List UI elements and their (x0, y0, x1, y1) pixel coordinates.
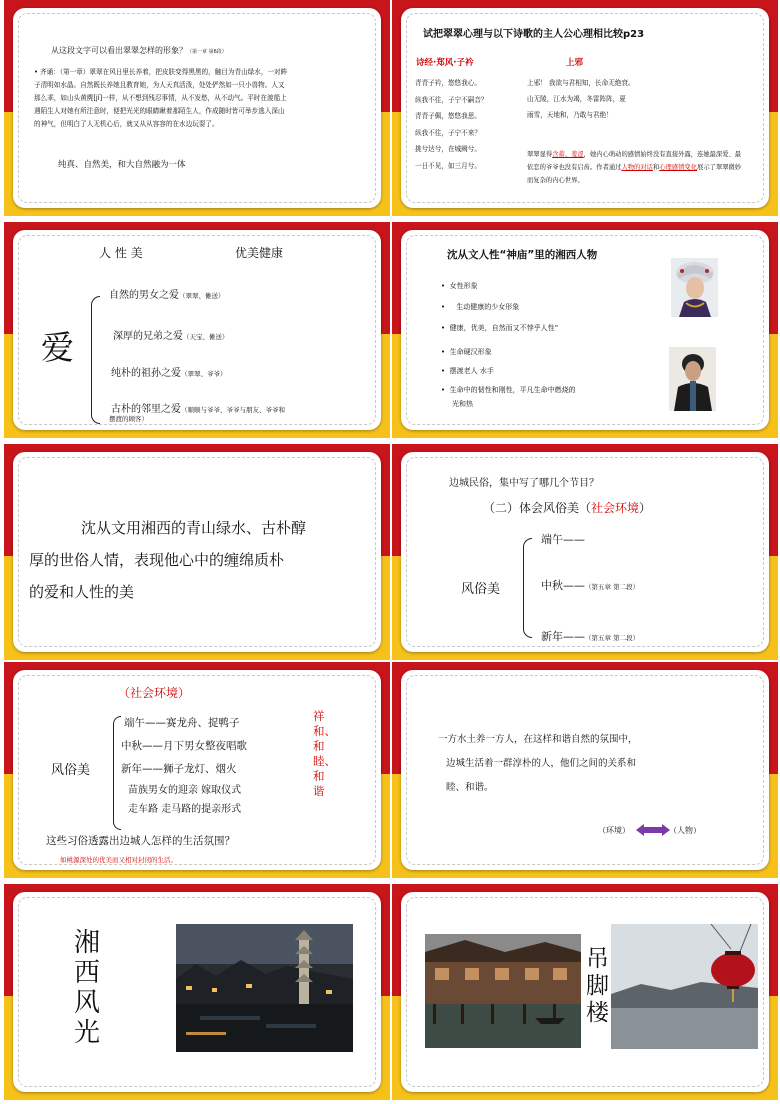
poem-line: 挑兮达兮，在城阙兮。 (415, 145, 481, 153)
analysis-part: 翠翠显得 (527, 151, 553, 158)
love-item-main: 自然的男女之爱 (109, 290, 179, 301)
custom-item: 苗族男女的迎亲 嫁取仪式 (128, 785, 242, 796)
quote-line: • 齐诵：（第一章）翠翠在风日里长养着，把皮肤变得黑黑的，触目为青山绿水，一对眸 (34, 68, 288, 76)
stilt-house-photo (425, 934, 581, 1048)
love-item-main: 纯朴的祖孙之爱 (111, 368, 181, 379)
heading-youmeijiankang: 优美健康 (235, 246, 284, 260)
female-group (441, 276, 558, 339)
custom-item: 新年——狮子龙灯、烟火 (121, 763, 237, 775)
analysis-part: ，她内心萌动的感情始终没有直接外露，连她最深爱、最依恋的爷爷也没有启齿。作者通过 (527, 151, 742, 171)
festival-name: 中秋—— (541, 579, 585, 592)
festival-item (541, 531, 585, 547)
conclusion-line: 睦、和谐。 (446, 782, 494, 793)
slide-title: 试把翠翠心理与以下诗歌的主人公心理相比较p23 (423, 29, 645, 40)
love-item-main: 深厚的兄弟之爱 (113, 331, 183, 342)
bullet-item: • 女性形象 (441, 282, 478, 290)
heading-part: （二）体会风俗美（ (483, 501, 592, 515)
slide-title: 沈从文人性“神庙”里的湘西人物 (447, 249, 598, 261)
slide-7[interactable] (4, 662, 390, 878)
answer-text: 如桃源深处的优美而又相对封闭的生活。 (60, 856, 177, 864)
double-arrow-icon (636, 824, 670, 836)
analysis-highlight: 含蓄、羞涩 (552, 151, 584, 158)
summary-line: 厚的世俗人情，表现他心中的缠绵质朴 (29, 551, 285, 569)
slide-card (401, 670, 769, 870)
bullet-text: 摆渡老人 水手 (449, 367, 494, 375)
poem1-title: 诗经·郑风·子衿 (416, 58, 474, 68)
love-item-main: 古朴的邻里之爱 (111, 404, 181, 415)
slide-6[interactable] (392, 444, 778, 660)
custom-list (121, 712, 247, 819)
fengsumei-label: 风俗美 (51, 763, 91, 778)
conclusion-paragraph (438, 728, 638, 800)
bullet-item: • 生命中的韧性和刚性，平凡生命中燃烧的 (441, 386, 576, 394)
slide-4[interactable] (392, 222, 778, 438)
slide-card (401, 452, 769, 652)
festival-item (541, 628, 639, 644)
curly-brace (91, 296, 100, 424)
section-heading: （社会环境） (118, 686, 191, 700)
conclusion-line: 一方水土养一方人，在这样和谐自然的氛围中， (438, 734, 638, 745)
curly-brace (523, 538, 532, 638)
conclusion-line: 边城生活着一群淳朴的人，他们之间的关系和 (446, 758, 637, 769)
festival-name: 端午—— (541, 533, 585, 546)
love-item-note-cont: 摆渡的顾客） (109, 415, 148, 423)
question-ref: （第一章 第6段） (187, 49, 227, 55)
slide-9[interactable] (4, 884, 390, 1100)
quote-line: 子清明如水晶。自然既长养她且教育她，为人天真活泼，处处俨然如一只小兽物。人又 (34, 81, 285, 89)
love-item-note: （顺顺与爷爷、爷爷与朋友、爷爷和 (181, 406, 285, 414)
heading-highlight: 社会环境 (591, 501, 640, 515)
section-heading (483, 499, 651, 516)
slide-card (401, 892, 769, 1092)
slide-2[interactable] (392, 0, 778, 216)
slide-10[interactable] (392, 884, 778, 1100)
love-item-note: （翠翠、傩送） (179, 292, 225, 300)
question-text: 这些习俗透露出边城人怎样的生活氛围？ (46, 835, 235, 847)
male-group (441, 343, 576, 414)
summary-line: 的爱和人性的美 (29, 583, 135, 601)
analysis-highlight: 人物的对话 (621, 164, 653, 171)
slide-card (401, 8, 769, 208)
answer-text: 纯真、自然美，和大自然融为一体 (58, 160, 186, 170)
poem1-body (415, 75, 488, 174)
miao-man-photo (669, 347, 716, 411)
slide-card (13, 892, 381, 1092)
slide-8[interactable] (392, 662, 778, 878)
poem2-title: 上邪 (566, 58, 584, 68)
bullet-text-cont: 光和热 (452, 400, 473, 408)
slide-card (13, 452, 381, 652)
quote-line: 遇陌生人对她有所注意时，便把光光的眼睛瞅着那陌生人，作成随时皆可举步逃入深山 (34, 107, 285, 115)
poem-line: 青青子衿，悠悠我心。 (415, 79, 481, 87)
poem-line: 青青子佩，悠悠我思。 (415, 112, 481, 120)
custom-item: 中秋——月下男女整夜唱歌 (121, 740, 247, 752)
love-item (113, 327, 229, 342)
festival-name: 新年—— (541, 630, 585, 643)
environment-label: （环境） (598, 826, 630, 835)
slide-3[interactable] (4, 222, 390, 438)
big-char-ai: 爱 (41, 328, 74, 367)
analysis-text (527, 148, 747, 187)
festival-note: （第五章 第二段） (585, 634, 640, 642)
question: 从这段文字可以看出翠翠怎样的形象？ (51, 46, 187, 55)
poem-line: 山无陵，江水为竭，冬雷阵阵，夏 (527, 95, 626, 103)
poem-line: 上邪！ 我欲与君相知，长命无绝衰。 (527, 79, 635, 87)
atmosphere-vertical-text: 祥和、和睦、和谐 (313, 709, 336, 798)
curly-brace (113, 716, 121, 830)
slide-5[interactable] (4, 444, 390, 660)
poem-line: 纵我不往，子宁不嗣音？ (415, 95, 488, 104)
heading-renxingmei: 人 性 美 (99, 246, 143, 260)
quote-line: 的神气，但明白了人无机心后，就又从从容容的在水边玩耍了。 (34, 120, 219, 128)
bullet-text: 生命硬汉形象 (449, 348, 492, 356)
poem2-body (527, 75, 635, 123)
festival-note: （第五章 第二段） (585, 583, 640, 591)
analysis-part: 展示了翠翠微妙而复杂的内心世界。 (527, 164, 742, 184)
analysis-part: 和 (652, 164, 660, 171)
bullet-text: 生命中的韧性和刚性，平凡生命中燃烧的 (449, 386, 576, 394)
bullet-item: • 摆渡老人 水手 (441, 367, 494, 375)
slide-card (13, 8, 381, 208)
love-item (109, 286, 225, 301)
analysis-highlight: 心理感情变化 (659, 164, 698, 171)
quote-line: 那么乖，如山头黄麂[jǐ]一样，从不想到残忍事情，从不发愁，从不动气。平时在渡船上 (34, 94, 287, 102)
bullet-item: • 健康，优美，自然而又不悖乎人性” (441, 324, 559, 332)
slide-card (13, 230, 381, 430)
miao-girl-photo (671, 258, 718, 317)
people-label: （人物） (669, 826, 701, 835)
poem-line: 一日不见，如三月兮。 (415, 161, 481, 170)
bullet-item: • 生动健康的少女形象 (441, 303, 520, 311)
heading-part: ） (639, 501, 652, 515)
love-item-note: （天宝、傩送） (183, 333, 229, 341)
fengsumei-label: 风俗美 (461, 582, 501, 597)
calligraphy-xiangxi-fengguang: 湘西风光 (74, 928, 101, 1048)
slide-card (13, 670, 381, 870)
question-text: 边城民俗，集中写了哪几个节目？ (449, 478, 599, 489)
quote-block (34, 66, 366, 131)
custom-item: 走车路 走马路的提亲形式 (128, 804, 242, 815)
slide-card (401, 230, 769, 430)
question-text (51, 45, 227, 56)
poem-line: 雨雪，天地和，乃敢与君绝！ (527, 111, 613, 119)
custom-item: 端午——赛龙舟、捉鸭子 (124, 717, 240, 729)
bullet-text: 生动健康的少女形象 (456, 303, 520, 311)
love-item (111, 364, 227, 379)
calligraphy-diaojiaolou: 吊脚楼 (586, 946, 609, 1026)
slide-1[interactable] (4, 0, 390, 216)
summary-line: 沈从文用湘西的青山绿水、古朴醇 (81, 519, 307, 537)
love-item (111, 400, 285, 415)
festival-item (541, 577, 639, 593)
summary-paragraph (29, 512, 369, 608)
poem-line: 纵我不往，子宁不来？ (415, 128, 481, 137)
bullet-item: • 生命硬汉形象 (441, 348, 492, 356)
red-lantern-photo (611, 924, 758, 1049)
bullet-text: 健康，优美，自然而又不悖乎人性” (449, 324, 559, 332)
bullet-text: 女性形象 (449, 282, 478, 290)
love-item-note: （翠翠、爷爷） (181, 370, 227, 378)
xiangxi-night-photo (176, 924, 353, 1052)
